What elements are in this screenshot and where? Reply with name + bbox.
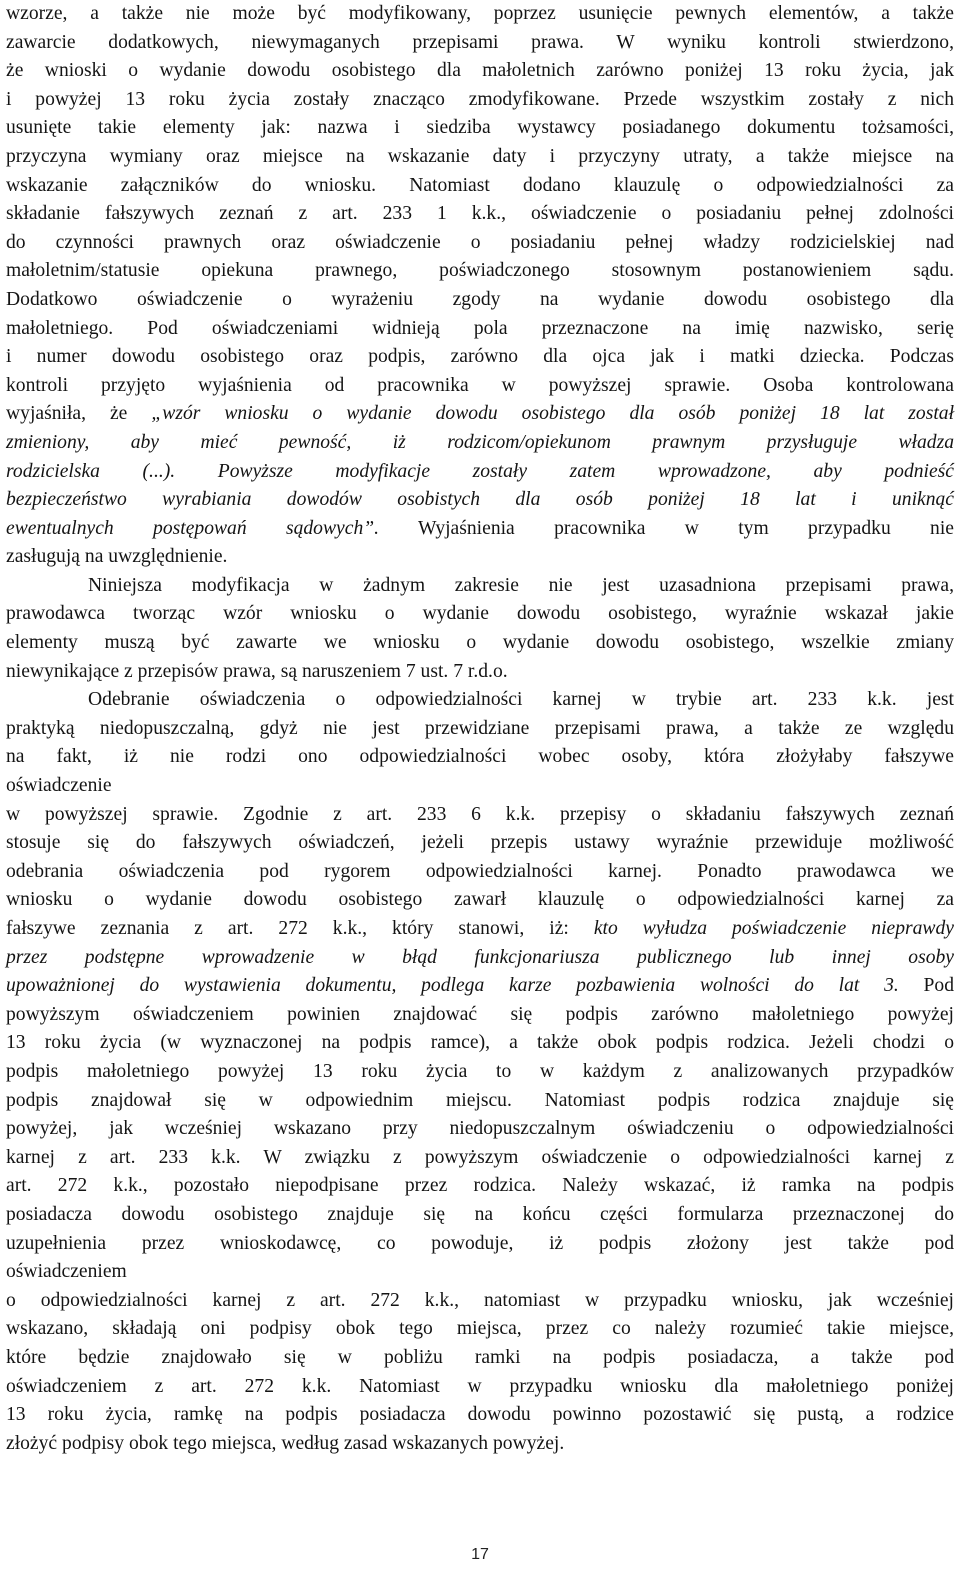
- text-line: oświadczeniem z art. 272 k.k. Natomiast w przypadku wniosku dla małoletniego poniżej: [6, 1375, 954, 1397]
- text-line: Niniejsza modyfikacja w żadnym zakresie nie jest uzasadniona przepisami prawa,: [88, 574, 954, 596]
- page-number: 17: [471, 1546, 489, 1563]
- text-line: kontroli przyjęto wyjaśnienia od pracownika w powyższej sprawie. Osoba kontrolowana: [6, 374, 954, 396]
- quote-italic: zmieniony, aby mieć pewność, iż rodzicom/opiekunom prawnym przysługuje władza: [6, 431, 954, 453]
- text-line: powyższym oświadczeniem powinien znajdować się podpis zarówno małoletniego powyżej: [6, 1003, 954, 1025]
- text-line: powyżej, jak wcześniej wskazano przy niedopuszczalnym oświadczeniu o odpowiedzialności: [6, 1118, 954, 1140]
- text-run: Pod: [898, 975, 955, 997]
- text-line: elementy muszą być zawarte we wniosku o wydanie dowodu osobistego, wszelkie zmiany: [6, 632, 954, 654]
- text-line: wskazanie załączników do wniosku. Natomiast dodano klauzulę o odpowiedzialności za: [6, 174, 954, 196]
- text-line: na fakt, iż nie rodzi ono odpowiedzialności wobec osoby, która złożyłaby fałszywe: [6, 746, 954, 768]
- paragraph-3: [6, 686, 954, 1458]
- text-line: usunięte takie elementy jak: nazwa i siedziba wystawcy posiadanego dokumentu tożsamości,: [6, 117, 954, 139]
- text-line: [6, 429, 954, 458]
- text-line: [6, 515, 954, 544]
- text-line: [6, 972, 954, 1001]
- text-line: o odpowiedzialności karnej z art. 272 k.k., natomiast w przypadku wniosku, jak wcześniej: [6, 1289, 954, 1311]
- paragraph-1: [6, 0, 954, 572]
- text-line: wniosku o wydanie dowodu osobistego zawarł klauzulę o odpowiedzialności karnej za: [6, 889, 954, 911]
- text-run: Wyjaśnienia pracownika w tym przypadku nie: [379, 517, 954, 539]
- quote-italic: ewentualnych postępowań sądowych”.: [6, 517, 380, 539]
- quote-italic: upoważnionej do wystawienia dokumentu, podlega karze pozbawienia wolności do lat 3.: [6, 975, 899, 997]
- quote-italic: kto wyłudza poświadczenie nieprawdy: [593, 918, 954, 939]
- text-line: uzupełnienia przez wnioskodawcę, co powoduje, iż podpis złożony jest także pod: [6, 1232, 954, 1254]
- text-line: że wnioski o wydanie dowodu osobistego dla małoletnich zarówno poniżej 13 roku życia, jak: [6, 60, 954, 82]
- quote-italic: rodzicielska (...). Powyższe modyfikacje zostały zatem wprowadzone, aby podnieść: [6, 460, 954, 482]
- text-line: posiadacza dowodu osobistego znajduje się na końcu części formularza przeznaczonej do: [6, 1203, 954, 1225]
- text-line: wskazano, składają oni podpisy obok tego miejsca, przez co należy rozumieć takie miejsce,: [6, 1318, 954, 1340]
- text-line: małoletniego. Pod oświadczeniami widnieją pola przeznaczone na imię nazwisko, serię: [6, 317, 954, 339]
- text-line: [6, 944, 954, 973]
- paragraph-2: [6, 572, 954, 686]
- text-line: złożyć podpisy obok tego miejsca, według zasad wskazanych powyżej.: [6, 1432, 565, 1454]
- text-line: prawodawca tworząc wzór wniosku o wydanie dowodu osobistego, wyraźnie wskazał jakie: [6, 603, 954, 625]
- text-line: wzorze, a także nie może być modyfikowany, poprzez usunięcie pewnych elementów, a także: [6, 3, 954, 24]
- text-line: 13 roku życia (w wyznaczonej na podpis ramce), a także obok podpis rodzica. Jeżeli chodzi o: [6, 1032, 954, 1054]
- text-line: w powyższej sprawie. Zgodnie z art. 233 6 k.k. przepisy o składaniu fałszywych zeznań: [6, 803, 954, 825]
- text-line: art. 272 k.k., pozostało niepodpisane przez rodzica. Należy wskazać, iż ramka na podpis: [6, 1175, 954, 1197]
- quote-italic: „wzór wniosku o wydanie dowodu osobistego dla osób poniżej 18 lat został: [151, 403, 955, 425]
- text-line: niewynikające z przepisów prawa, są naruszeniem 7 ust. 7 r.d.o.: [6, 660, 508, 682]
- text-line: Dodatkowo oświadczenie o wyrażeniu zgody na wydanie dowodu osobistego dla: [6, 288, 954, 310]
- text-line: zasługują na uwzględnienie.: [6, 546, 228, 568]
- text-line: [6, 486, 954, 515]
- text-line: oświadczeniem: [6, 1261, 127, 1283]
- text-line: małoletnim/statusie opiekuna prawnego, poświadczonego stosownym postanowieniem sądu.: [6, 260, 954, 282]
- text-line: oświadczenie: [6, 775, 112, 797]
- text-line: podpis znajdował się w odpowiednim miejscu. Natomiast podpis rodzica znajduje się: [6, 1089, 954, 1111]
- text-line: zawarcie dodatkowych, niewymaganych przepisami prawa. W wyniku kontroli stwierdzono,: [6, 31, 954, 53]
- text-line: i numer dowodu osobistego oraz podpis, zarówno dla ojca jak i matki dziecka. Podczas: [6, 346, 954, 368]
- text-line: do czynności prawnych oraz oświadczenie o posiadaniu pełnej władzy rodzicielskiej nad: [6, 231, 954, 253]
- quote-italic: bezpieczeństwo wyrabiania dowodów osobistych dla osób poniżej 18 lat i uniknąć: [6, 489, 954, 511]
- text-line: składanie fałszywych zeznań z art. 233 1 k.k., oświadczenie o posiadaniu pełnej zdolności: [6, 203, 954, 225]
- document-page: [6, 0, 954, 1458]
- text-line: Odebranie oświadczenia o odpowiedzialności karnej w trybie art. 233 k.k. jest: [88, 689, 954, 711]
- text-run: fałszywe zeznania z art. 272 k.k., który stanowi, iż:: [6, 918, 594, 939]
- quote-italic: przez podstępne wprowadzenie w błąd funkcjonariusza publicznego lub innej osoby: [6, 946, 954, 968]
- text-line: praktyką niedopuszczalną, gdyż nie jest przewidziane przepisami prawa, a także ze względu: [6, 717, 954, 739]
- text-line: i powyżej 13 roku życia zostały znacząco zmodyfikowane. Przede wszystkim zostały z nich: [6, 88, 954, 110]
- text-line: które będzie znajdowało się w pobliżu ramki na podpis posiadacza, a także pod: [6, 1346, 954, 1368]
- text-run: wyjaśniła, że: [6, 403, 152, 425]
- text-line: przyczyna wymiany oraz miejsce na wskazanie daty i przyczyny utraty, a także miejsce na: [6, 145, 954, 167]
- text-line: [6, 458, 954, 487]
- text-line: stosuje się do fałszywych oświadczeń, jeżeli przepis ustawy wyraźnie przewiduje możliwość: [6, 832, 954, 854]
- text-line: karnej z art. 233 k.k. W związku z powyższym oświadczenie o odpowiedzialności karnej z: [6, 1146, 954, 1168]
- text-line: podpis małoletniego powyżej 13 roku życia to w każdym z analizowanych przypadków: [6, 1060, 954, 1082]
- text-line: odebrania oświadczenia pod rygorem odpowiedzialności karnej. Ponadto prawodawca we: [6, 860, 954, 882]
- text-line: [6, 915, 954, 944]
- text-line: [6, 400, 954, 429]
- text-line: 13 roku życia, ramkę na podpis posiadacza dowodu powinno pozostawić się pustą, a rodzice: [6, 1404, 954, 1426]
